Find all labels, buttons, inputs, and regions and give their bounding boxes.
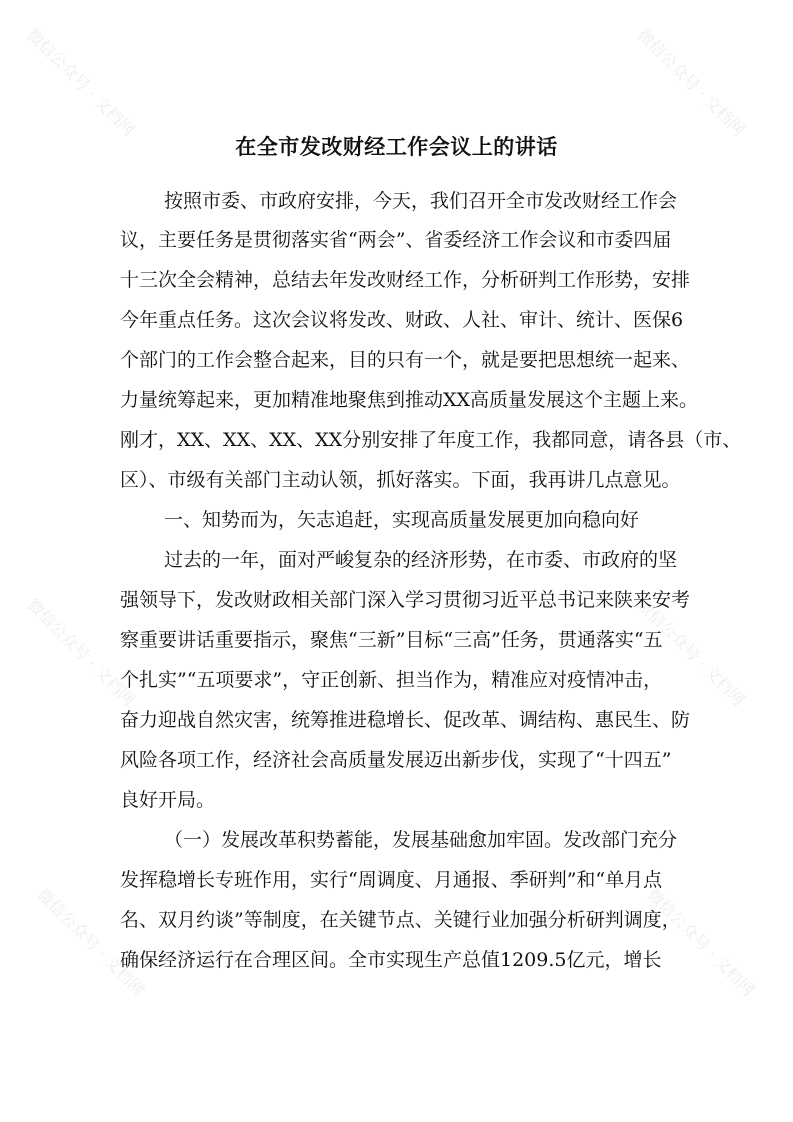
body-line: 个扎实”“五项要求”，守正创新、担当作为，精准应对疫情冲击， [120, 669, 663, 691]
body-line: 风险各项工作，经济社会高质量发展迈出新步伐，实现了“十四五” [120, 749, 672, 771]
watermark: 微信公众号 · 文档网 [23, 594, 139, 710]
document-title: 在全市发改财经工作会议上的讲话 [235, 135, 558, 159]
body-line: 奋力迎战自然灾害，统筹推进稳增长、促改革、调结构、惠民生、防 [120, 709, 691, 731]
watermark: 微信公众号 · 文档网 [633, 24, 749, 140]
watermark: 微信公众号 · 文档网 [33, 884, 149, 1000]
body-line: 察重要讲话重要指示，聚焦“三新”目标“三高”任务，贯通落实“五 [120, 629, 663, 651]
subsection-line: （一）发展改革积势蓄能，发展基础愈加牢固。发改部门充分 [164, 829, 678, 851]
body-line: 议，主要任务是贯彻落实省“两会”、省委经济工作会议和市委四届 [120, 229, 672, 251]
section-heading: 一、知势而为，矢志追赶，实现高质量发展更加向稳向好 [164, 509, 640, 531]
body-line: 确保经济运行在合理区间。全市实现生产总值1209.5亿元，增长 [120, 949, 662, 971]
watermark: 微信公众号 · 文档网 [23, 24, 139, 140]
body-line: 刚才，XX、XX、XX、XX分别安排了年度工作，我都同意，请各县（市、 [120, 429, 742, 451]
body-line: 力量统筹起来，更加精准地聚焦到推动XX高质量发展这个主题上来。 [120, 389, 699, 411]
watermark: 微信公众号 · 文档网 [643, 884, 759, 1000]
body-line: 今年重点任务。这次会议将发改、财政、人社、审计、统计、医保6 [120, 309, 684, 331]
body-line: 名、双月约谈”等制度，在关键节点、关键行业加强分析研判调度， [120, 909, 681, 931]
body-line: 发挥稳增长专班作用，实行“周调度、月通报、季研判”和“单月点 [120, 869, 663, 891]
body-line: 区）、市级有关部门主动认领，抓好落实。下面，我再讲几点意见。 [120, 469, 681, 491]
body-line: 良好开局。 [120, 789, 216, 811]
body-line: 强领导下，发改财政相关部门深入学习贯彻习近平总书记来陕来安考 [120, 589, 691, 611]
body-line: 十三次全会精神，总结去年发改财经工作，分析研判工作形势，安排 [120, 269, 691, 291]
watermark: 微信公众号 · 文档网 [633, 594, 749, 710]
body-line: 按照市委、市政府安排，今天，我们召开全市发改财经工作会 [164, 190, 678, 212]
body-line: 个部门的工作会整合起来，目的只有一个，就是要把思想统一起来、 [120, 349, 691, 371]
body-line: 过去的一年，面对严峻复杂的经济形势，在市委、市政府的坚 [164, 549, 678, 571]
